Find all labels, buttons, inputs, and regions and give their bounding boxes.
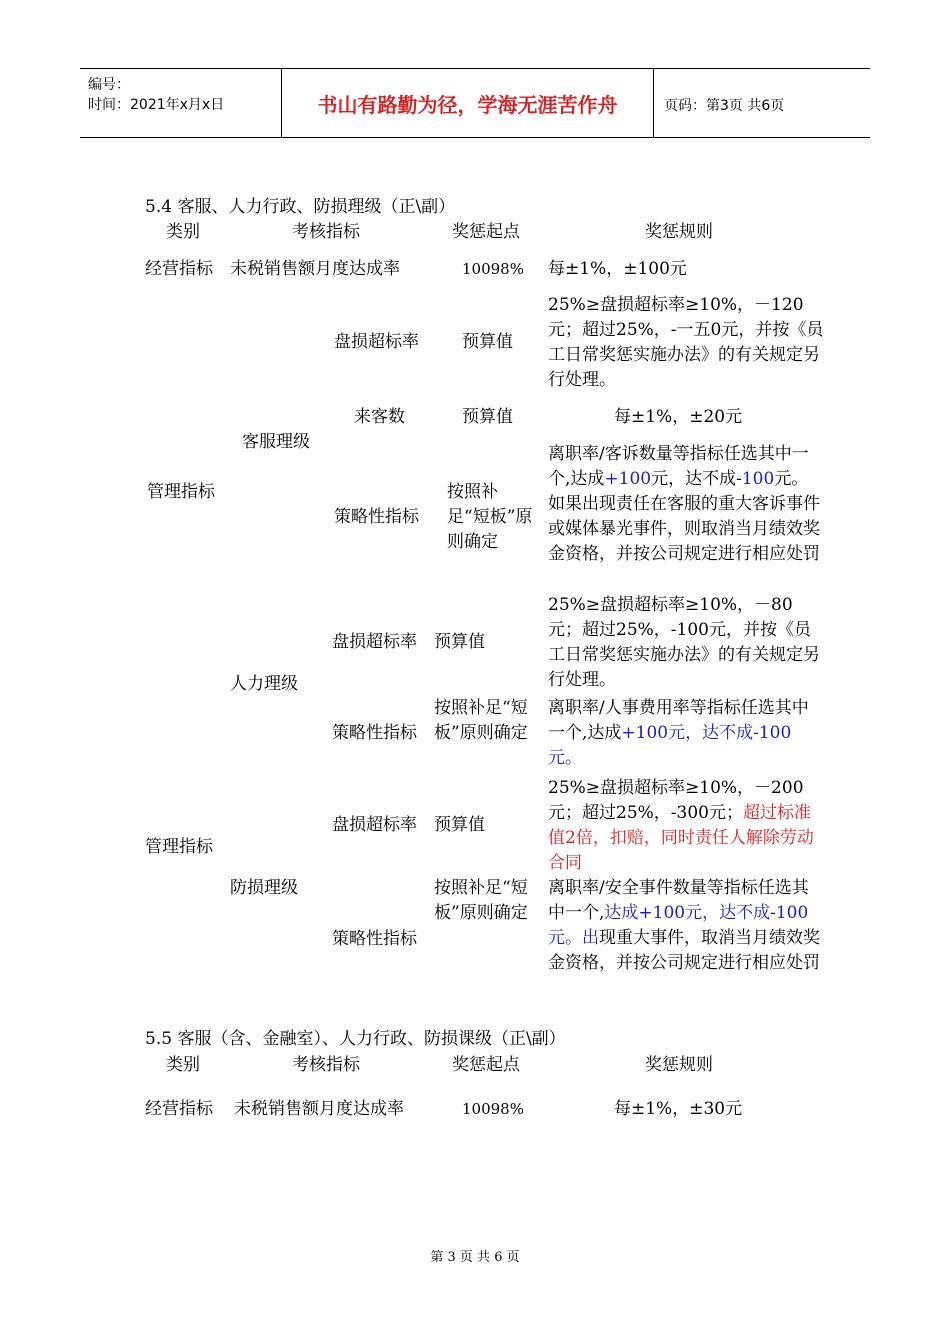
hr-loss-rule: 25%≥盘损超标率≥10%，－80元；超过25%，-100元，并按《员工日常奖惩实施办法》的有关规定另行处理。	[548, 595, 820, 690]
hr-name: 人力理级	[230, 674, 298, 694]
cs-traffic-rule: 每±1%，±20元	[614, 407, 743, 427]
section-5-5-title: 5.5 客服（含、金融室）、人力行政、防损课级（正\副）	[145, 1029, 566, 1049]
cs-strat-rule: 离职率/客诉数量等指标任选其中一个,达成+100元，达不成-100元。如果出现责任在客服的重大客诉事件或媒体暴光事件，则取消当月绩效奖金资格，并按公司规定进行相应处罚	[548, 444, 820, 564]
cs-loss-start: 预算值	[462, 332, 513, 352]
cs-strat-metric: 策略性指标	[334, 507, 419, 527]
header-motto: 书山有路勤为径，学海无涯苦作舟	[282, 69, 654, 137]
section-5-4-title: 5.4 客服、人力行政、防损理级（正\副）	[145, 197, 456, 217]
s55-biz-start: 10098%	[462, 1100, 524, 1118]
s55-biz-category: 经营指标	[145, 1099, 213, 1119]
lp-name: 防损理级	[230, 878, 298, 898]
col-header-category: 类别	[166, 222, 200, 242]
lp-strat-rule: 离职率/安全事件数量等指标任选其中一个,达成+100元，达不成-100元。出现重大事件，取消当月绩效奖金资格，并按公司规定进行相应处罚	[548, 878, 820, 973]
lp-loss-rule: 25%≥盘损超标率≥10%，－200元；超过25%，-300元；超过标准值2倍，扣赔，同时责任人解除劳动合同	[548, 778, 814, 873]
cs-traffic-start: 预算值	[462, 407, 513, 427]
col-header-metric: 考核指标	[292, 222, 360, 242]
biz-start: 10098%	[462, 260, 524, 278]
s55-col-header-rule: 奖惩规则	[645, 1055, 713, 1075]
header-left-cell	[80, 69, 282, 137]
cs-name: 客服理级	[242, 432, 310, 452]
s55-biz-rule: 每±1%，±30元	[614, 1099, 743, 1119]
s55-col-header-category: 类别	[166, 1055, 200, 1075]
hr-loss-metric: 盘损超标率	[332, 632, 417, 652]
lp-loss-metric: 盘损超标率	[332, 815, 417, 835]
hr-strat-metric: 策略性指标	[332, 723, 417, 743]
mgmt-category-1: 管理指标	[147, 482, 215, 502]
col-header-start: 奖惩起点	[452, 222, 520, 242]
mgmt-category-2: 管理指标	[145, 837, 213, 857]
col-header-rule: 奖惩规则	[645, 222, 713, 242]
lp-strat-metric: 策略性指标	[332, 929, 417, 949]
biz-metric: 未税销售额月度达成率	[230, 259, 400, 279]
lp-strat-start: 按照补足“短板”原则确定	[434, 878, 528, 923]
s55-col-header-metric: 考核指标	[292, 1055, 360, 1075]
page-footer: 第 3 页 共 6 页	[430, 1250, 520, 1265]
cs-loss-rule: 25%≥盘损超标率≥10%，－120元；超过25%，-一五0元，并按《员工日常奖惩实施办法》的有关规定另行处理。	[548, 295, 824, 390]
hr-strat-rule: 离职率/人事费用率等指标任选其中一个,达成+100元，达不成-100元。	[548, 698, 809, 768]
page-header	[80, 68, 870, 138]
header-page-code: 页码：第3页 共6页	[664, 98, 785, 114]
code-label: 编号：	[88, 77, 130, 93]
biz-rule: 每±1%，±100元	[548, 259, 687, 279]
cs-traffic-metric: 来客数	[354, 407, 405, 427]
cs-loss-metric: 盘损超标率	[334, 332, 419, 352]
biz-category: 经营指标	[145, 259, 213, 279]
lp-loss-start: 预算值	[434, 815, 485, 835]
hr-loss-start: 预算值	[434, 632, 485, 652]
hr-strat-start: 按照补足“短板”原则确定	[434, 698, 528, 743]
cs-strat-start: 按照补足“短板”原则确定	[447, 482, 533, 552]
time-label: 时间：2021年x月x日	[88, 97, 225, 113]
s55-col-header-start: 奖惩起点	[452, 1055, 520, 1075]
s55-biz-metric: 未税销售额月度达成率	[234, 1099, 404, 1119]
